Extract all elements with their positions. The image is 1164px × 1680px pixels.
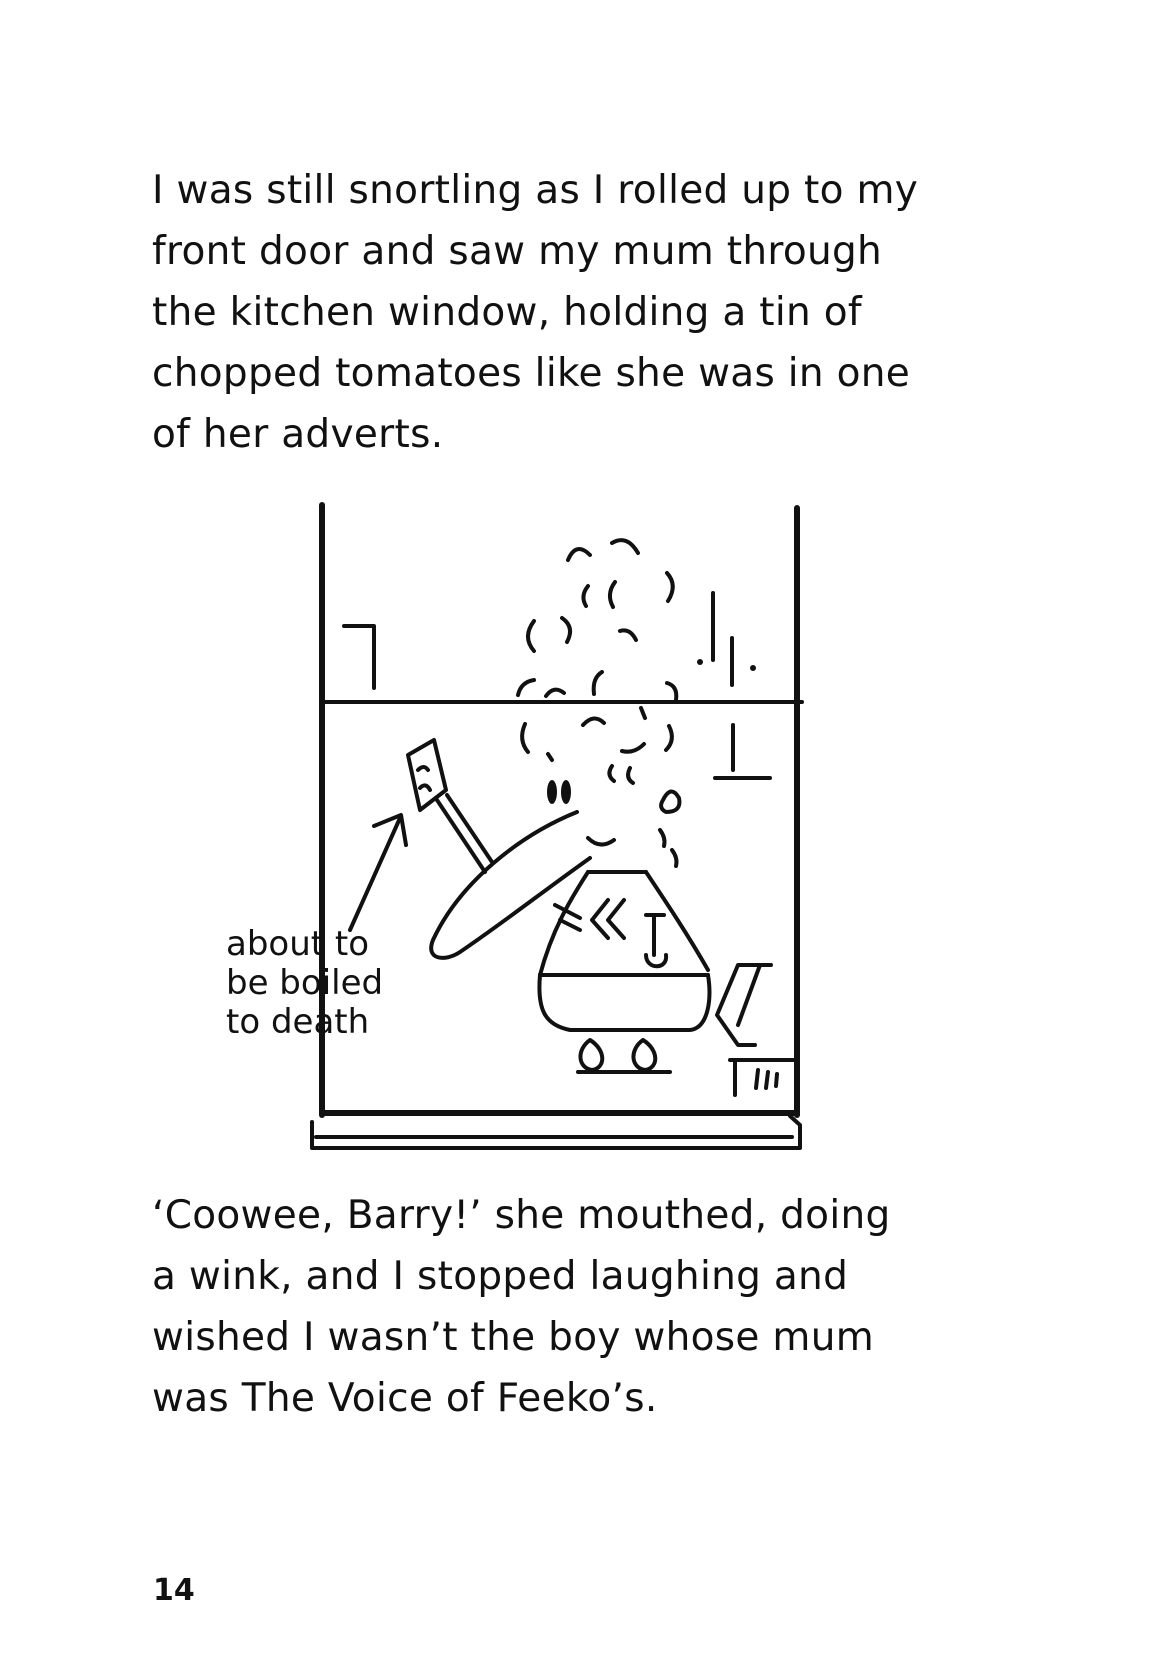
text-line: wished I wasn’t the boy whose mum <box>152 1315 875 1360</box>
text-line: chopped tomatoes like she was in one <box>152 351 911 396</box>
text-line: the kitchen window, holding a tin of <box>152 290 862 335</box>
window-frame <box>312 505 802 1148</box>
page-number: 14 <box>153 1573 195 1608</box>
illustration-caption <box>226 925 383 1042</box>
caption-line: about to <box>226 924 370 964</box>
caption-arrow <box>350 815 406 930</box>
mum-arm-with-tin <box>408 740 492 872</box>
kitchen-background <box>344 593 793 1095</box>
mum-face <box>547 780 679 866</box>
text-line: I was still snortling as I rolled up to my <box>152 168 919 213</box>
text-line: front door and saw my mum through <box>152 229 883 274</box>
mum-hair <box>518 540 676 783</box>
paragraph-bottom <box>152 1185 1012 1429</box>
mum-beak <box>431 812 590 958</box>
text-line: a wink, and I stopped laughing and <box>152 1254 849 1299</box>
caption-line: be boiled <box>226 963 384 1003</box>
text-line: was The Voice of Feeko’s. <box>152 1376 658 1421</box>
paragraph-top <box>152 160 1012 465</box>
mum-body <box>539 872 709 1072</box>
text-line: ‘Coowee, Barry!’ she mouthed, doing <box>152 1193 891 1238</box>
text-line: of her adverts. <box>152 412 444 457</box>
caption-line: to death <box>226 1002 370 1042</box>
